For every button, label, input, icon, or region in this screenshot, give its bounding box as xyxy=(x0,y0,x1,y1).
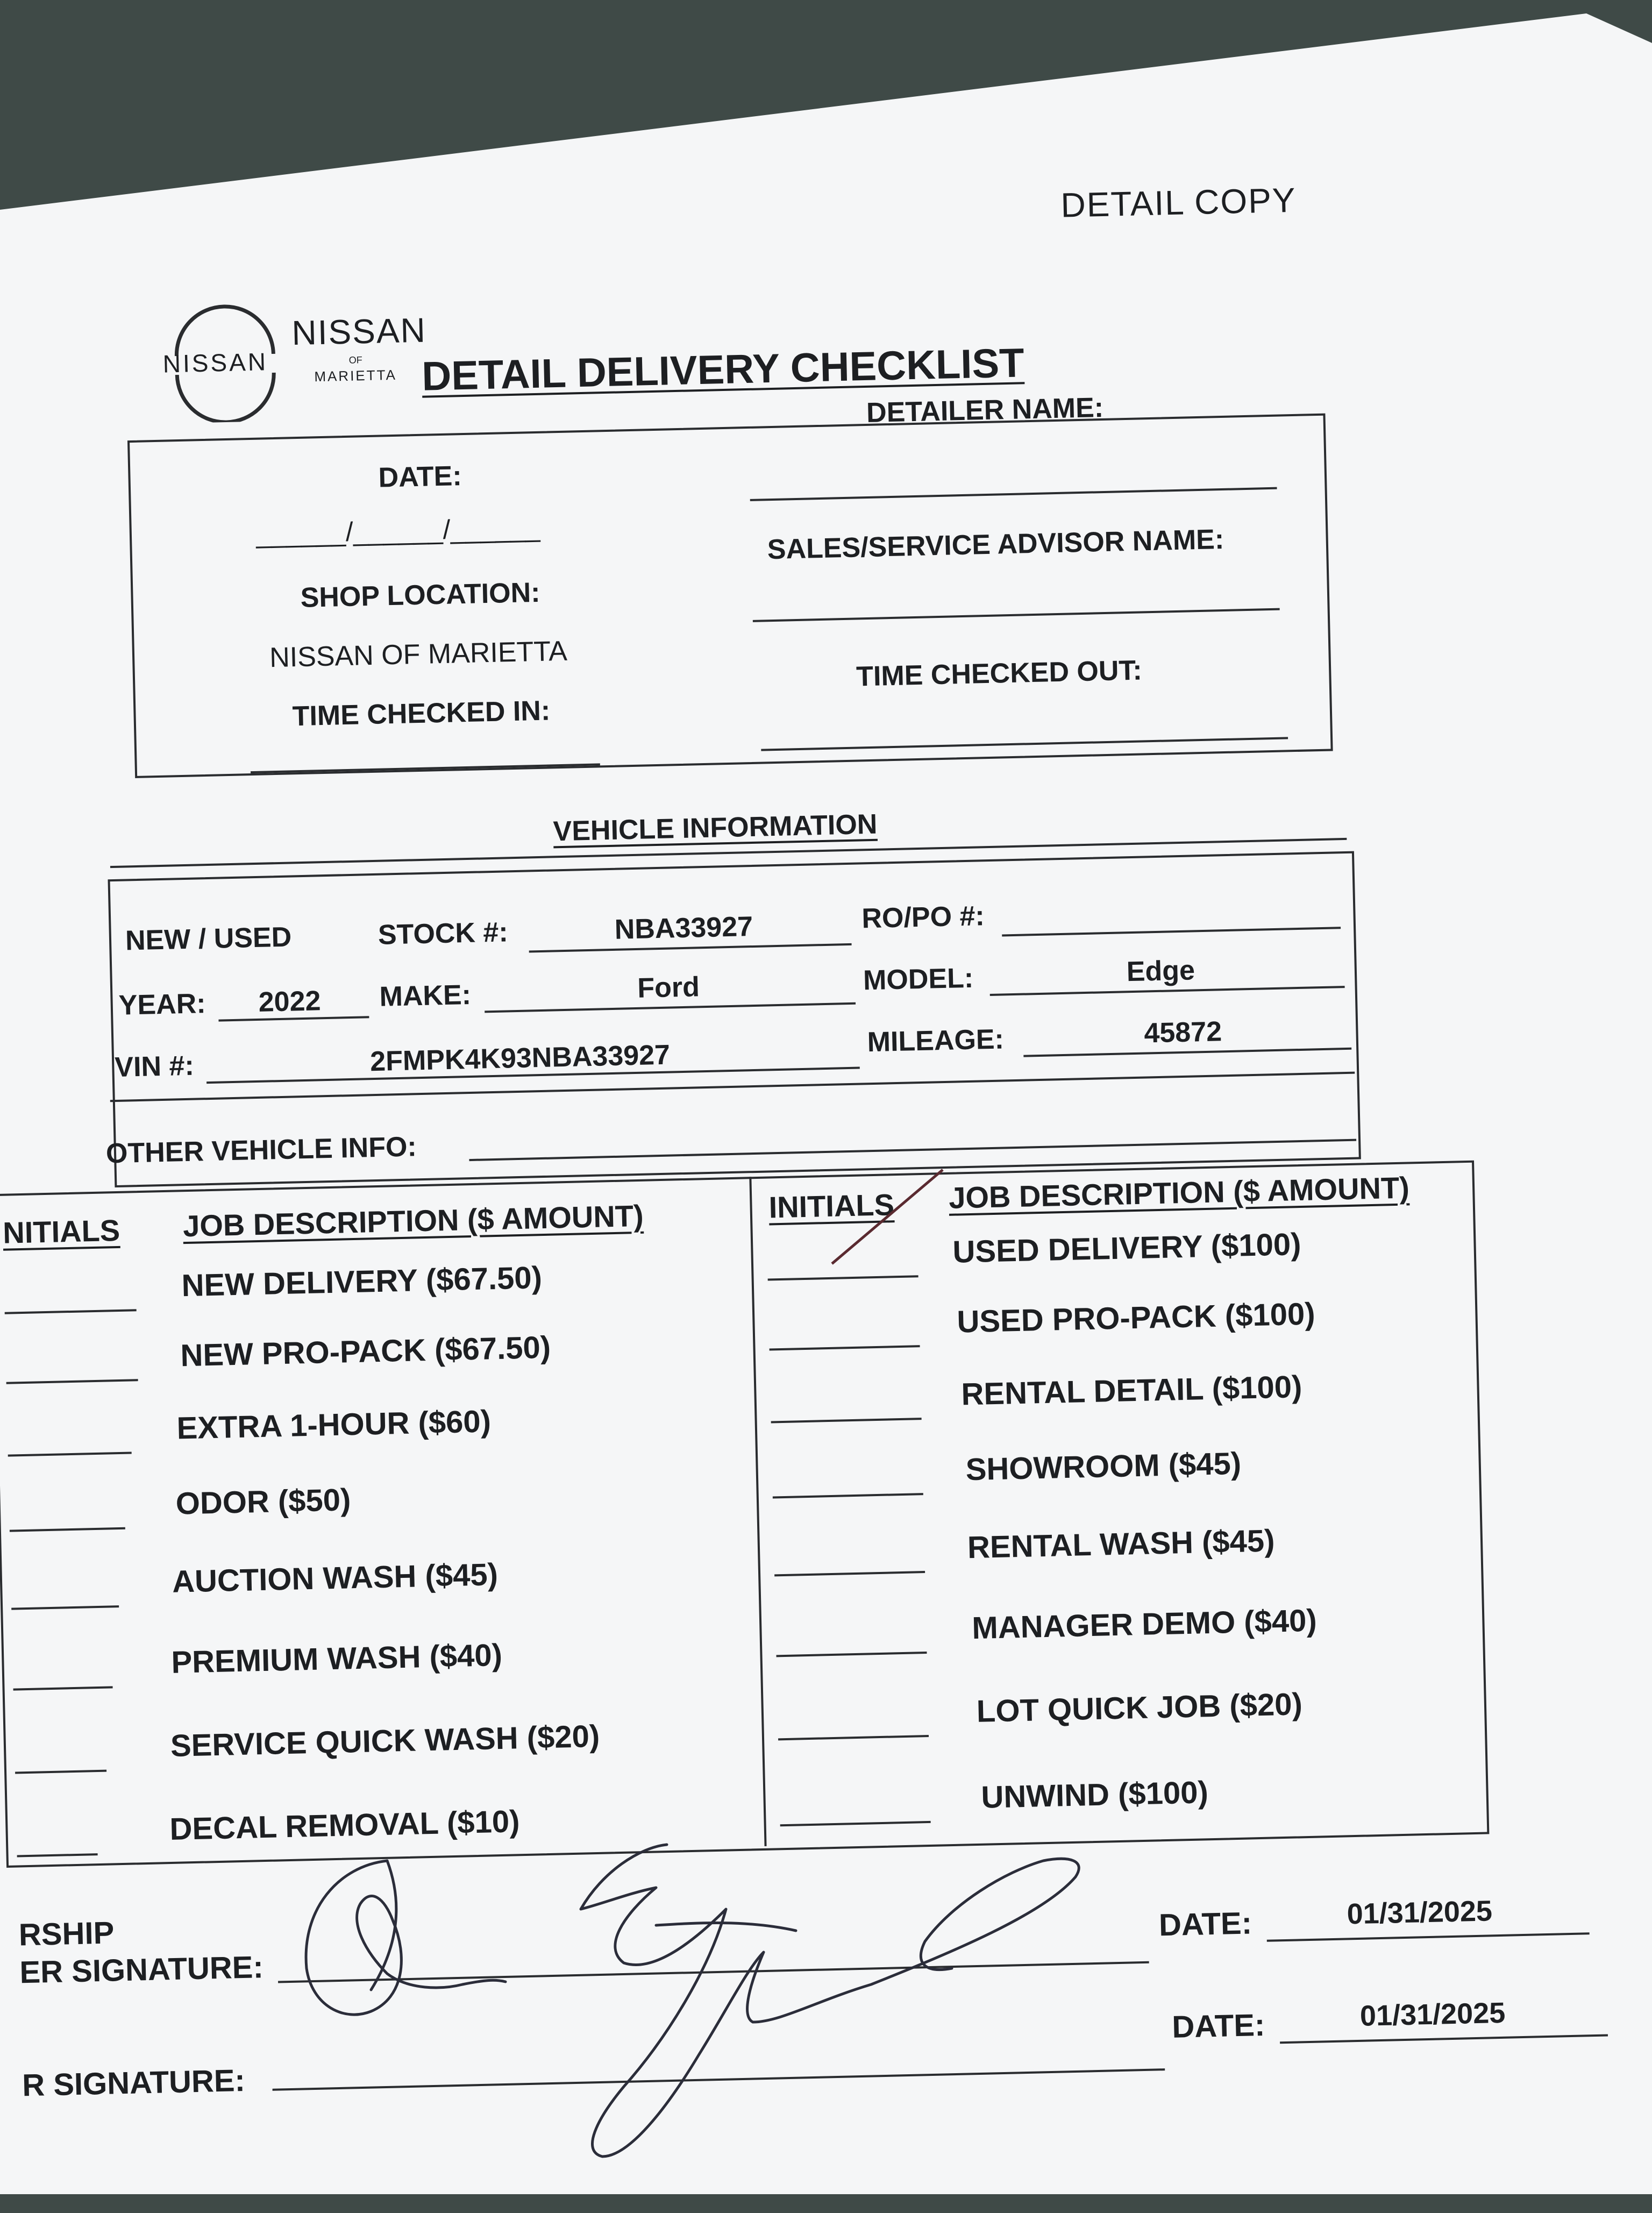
shop-location-value: NISSAN OF MARIETTA xyxy=(269,635,568,674)
model-value: Edge xyxy=(1126,955,1195,988)
dealer-name-of: OF xyxy=(348,354,362,366)
checkmark-stroke xyxy=(819,1164,950,1269)
right-job-label: MANAGER DEMO ($40) xyxy=(971,1603,1318,1646)
mileage-label: MILEAGE: xyxy=(867,1023,1005,1058)
left-job-label: DECAL REMOVAL ($10) xyxy=(169,1804,521,1847)
right-job-label: USED DELIVERY ($100) xyxy=(952,1227,1302,1270)
time-in-label: TIME CHECKED IN: xyxy=(292,695,551,732)
model-label: MODEL: xyxy=(863,962,974,997)
year-value: 2022 xyxy=(258,985,322,1018)
other-info-label: OTHER VEHICLE INFO: xyxy=(105,1131,417,1170)
new-used-label: NEW / USED xyxy=(125,921,292,957)
dealer-name-sub: MARIETTA xyxy=(314,366,397,385)
stock-label: STOCK #: xyxy=(378,916,509,951)
right-job-label: UNWIND ($100) xyxy=(980,1775,1209,1815)
detail-copy-label: DETAIL COPY xyxy=(1060,180,1297,225)
right-job-label: SHOWROOM ($45) xyxy=(965,1446,1242,1488)
left-job-label: NEW DELIVERY ($67.50) xyxy=(181,1260,543,1304)
right-job-label: RENTAL WASH ($45) xyxy=(967,1523,1276,1566)
second-signature-label: R SIGNATURE: xyxy=(22,2062,246,2103)
right-job-label: RENTAL DETAIL ($100) xyxy=(960,1369,1302,1412)
ro-po-label: RO/PO #: xyxy=(861,900,985,935)
date1-line[interactable] xyxy=(1267,1932,1590,1942)
left-job-label: NEW PRO-PACK ($67.50) xyxy=(180,1329,551,1374)
left-description-header: JOB DESCRIPTION ($ AMOUNT) xyxy=(182,1198,644,1243)
shop-location-label: SHOP LOCATION: xyxy=(300,577,541,614)
vin-value: 2FMPK4K93NBA33927 xyxy=(369,1039,671,1078)
make-label: MAKE: xyxy=(379,979,472,1013)
date1-label: DATE: xyxy=(1158,1905,1252,1943)
logo-brand-text: NISSAN xyxy=(162,347,268,378)
left-job-label: EXTRA 1-HOUR ($60) xyxy=(176,1404,492,1446)
date-blanks: ______/______/______ xyxy=(255,512,540,549)
left-job-label: PREMIUM WASH ($40) xyxy=(170,1637,503,1680)
dealership-signature-label: ER SIGNATURE: xyxy=(19,1949,264,1990)
right-initials-header: INITIALS xyxy=(768,1187,895,1225)
detailer-name-label: DETAILER NAME: xyxy=(866,392,1104,429)
date1-value: 01/31/2025 xyxy=(1347,1895,1493,1931)
form-title: DETAIL DELIVERY CHECKLIST xyxy=(421,340,1025,400)
dealer-name-main: NISSAN xyxy=(291,310,427,353)
date2-line[interactable] xyxy=(1280,2034,1608,2044)
left-job-label: SERVICE QUICK WASH ($20) xyxy=(170,1718,600,1763)
vehicle-info-title: VEHICLE INFORMATION xyxy=(553,808,878,848)
nissan-logo xyxy=(159,302,291,423)
dealership-label-line1: RSHIP xyxy=(18,1915,115,1953)
left-job-label: AUCTION WASH ($45) xyxy=(172,1557,499,1599)
handwritten-signature xyxy=(280,1828,1140,2205)
advisor-name-label: SALES/SERVICE ADVISOR NAME: xyxy=(767,523,1224,566)
stock-value: NBA33927 xyxy=(614,911,753,945)
year-label: YEAR: xyxy=(118,988,206,1021)
right-job-label: USED PRO-PACK ($100) xyxy=(956,1296,1316,1340)
date2-label: DATE: xyxy=(1171,2007,1265,2045)
date-label: DATE: xyxy=(378,460,462,494)
mileage-value: 45872 xyxy=(1143,1016,1222,1049)
left-initials-header: NITIALS xyxy=(2,1213,120,1250)
right-job-label: LOT QUICK JOB ($20) xyxy=(976,1687,1303,1729)
time-out-label: TIME CHECKED OUT: xyxy=(856,654,1143,693)
vin-label: VIN #: xyxy=(114,1050,195,1083)
date2-value: 01/31/2025 xyxy=(1359,1996,1506,2032)
left-job-label: ODOR ($50) xyxy=(175,1482,352,1521)
make-value: Ford xyxy=(637,971,700,1004)
right-description-header: JOB DESCRIPTION ($ AMOUNT) xyxy=(948,1170,1410,1215)
